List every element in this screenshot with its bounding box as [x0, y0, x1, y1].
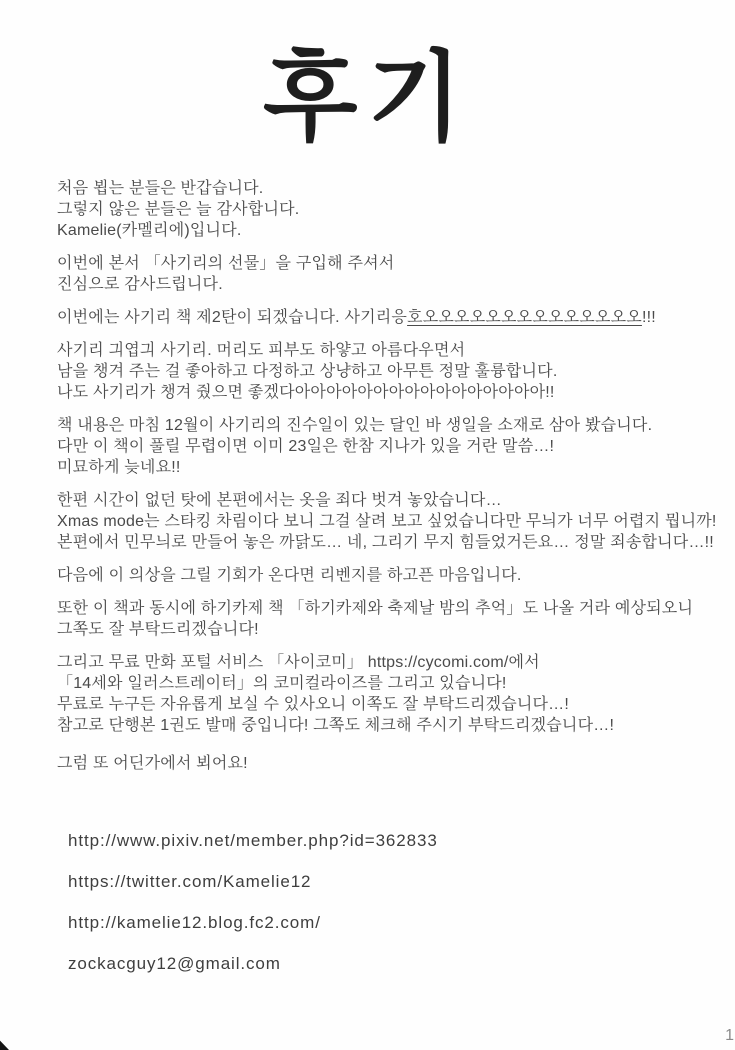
text-line: 그쪽도 잘 부탁드리겠습니다!: [57, 621, 259, 638]
contact-links: [68, 832, 735, 973]
paragraph-volume2: [57, 307, 705, 328]
text-line: 또한 이 책과 동시에 하기카제 책 「하기카제와 축제날 밤의 추억」도 나올 거라 예상되오니: [57, 600, 694, 617]
paragraph-thanks: [57, 253, 705, 295]
text-line: 한편 시간이 없던 탓에 본편에서는 옷을 죄다 벗겨 놓았습니다…: [57, 492, 502, 509]
afterword-body: [57, 178, 717, 774]
underlined-text: 호오오오오오오오오오오오오오오: [407, 309, 642, 326]
paragraph-xmas-mode: [57, 490, 717, 553]
text-line: 다음에 이 의상을 그릴 기회가 온다면 리벤지를 하고픈 마음입니다.: [57, 567, 522, 584]
paragraph-greeting: [57, 178, 705, 241]
text-line: Kamelie(카멜리에)입니다.: [57, 222, 242, 239]
text-line: 나도 사기리가 챙겨 줬으면 좋겠다아아아아아아아아아아아아아아아아!!: [57, 384, 555, 401]
blog-url: http://kamelie12.blog.fc2.com/: [68, 913, 321, 932]
paragraph-cycomi: [57, 652, 705, 736]
text-line: 이번에 본서 「사기리의 선물」을 구입해 주셔서: [57, 255, 395, 272]
paragraph-sagiri-praise: [57, 340, 705, 403]
text-line: 그리고 무료 만화 포털 서비스 「사이코미」 https://cycomi.com/에서: [57, 654, 540, 671]
text-segment: !!!: [641, 309, 656, 326]
text-line: 「14세와 일러스트레이터」의 코미컬라이즈를 그리고 있습니다!: [57, 675, 507, 692]
page-number: 1: [725, 1027, 734, 1044]
text-line: 무료로 누구든 자유롭게 보실 수 있사오니 이쪽도 잘 부탁드리겠습니다…!: [57, 696, 570, 713]
text-line: 처음 뵙는 분들은 반갑습니다.: [57, 180, 264, 197]
text-line: 다만 이 책이 풀릴 무렵이면 이미 23일은 한참 지나가 있을 거란 말씀…!: [57, 438, 555, 455]
text-segment: 이번에는 사기리 책 제2탄이 되겠습니다. 사기리응: [57, 309, 408, 326]
pixiv-url: http://www.pixiv.net/member.php?id=362833: [68, 831, 438, 850]
email-address: zockacguy12@gmail.com: [68, 954, 281, 973]
twitter-url: https://twitter.com/Kamelie12: [68, 872, 312, 891]
text-line: 미묘하게 늦네요!!: [57, 459, 181, 476]
text-line: 책 내용은 마침 12월이 사기리의 진수일이 있는 달인 바 생일을 소재로 삼아 봤습니다.: [57, 417, 653, 434]
text-line: 참고로 단행본 1권도 발매 중입니다! 그쪽도 체크해 주시기 부탁드리겠습니다…!: [57, 717, 615, 734]
text-line: 남을 챙겨 주는 걸 좋아하고 다정하고 상냥하고 아무튼 정말 훌륭합니다.: [57, 363, 558, 380]
text-line: 그렇지 않은 분들은 늘 감사합니다.: [57, 201, 300, 218]
text-line: 그럼 또 어딘가에서 뵈어요!: [57, 755, 248, 772]
scan-corner-artifact: [0, 1039, 9, 1050]
text-line: Xmas mode는 스타킹 차림이다 보니 그걸 살려 보고 싶었습니다만 무늬가 너무 어렵지 뭡니까!: [57, 513, 717, 530]
text-line: [57, 307, 705, 328]
paragraph-revenge: [57, 565, 705, 586]
text-line: 본편에서 민무늬로 만들어 놓은 까닭도… 네, 그리기 무지 힘들었거든요… 정말 죄송합니다…!!: [57, 534, 714, 551]
paragraph-birthday: [57, 415, 705, 478]
afterword-title: 후기: [262, 42, 473, 152]
text-line: 진심으로 감사드립니다.: [57, 276, 223, 293]
paragraph-farewell: [57, 753, 705, 774]
text-line: 사기리 긔엽긔 사기리. 머리도 피부도 하얗고 아름다우면서: [57, 342, 466, 359]
paragraph-hagikaze-book: [57, 598, 705, 640]
